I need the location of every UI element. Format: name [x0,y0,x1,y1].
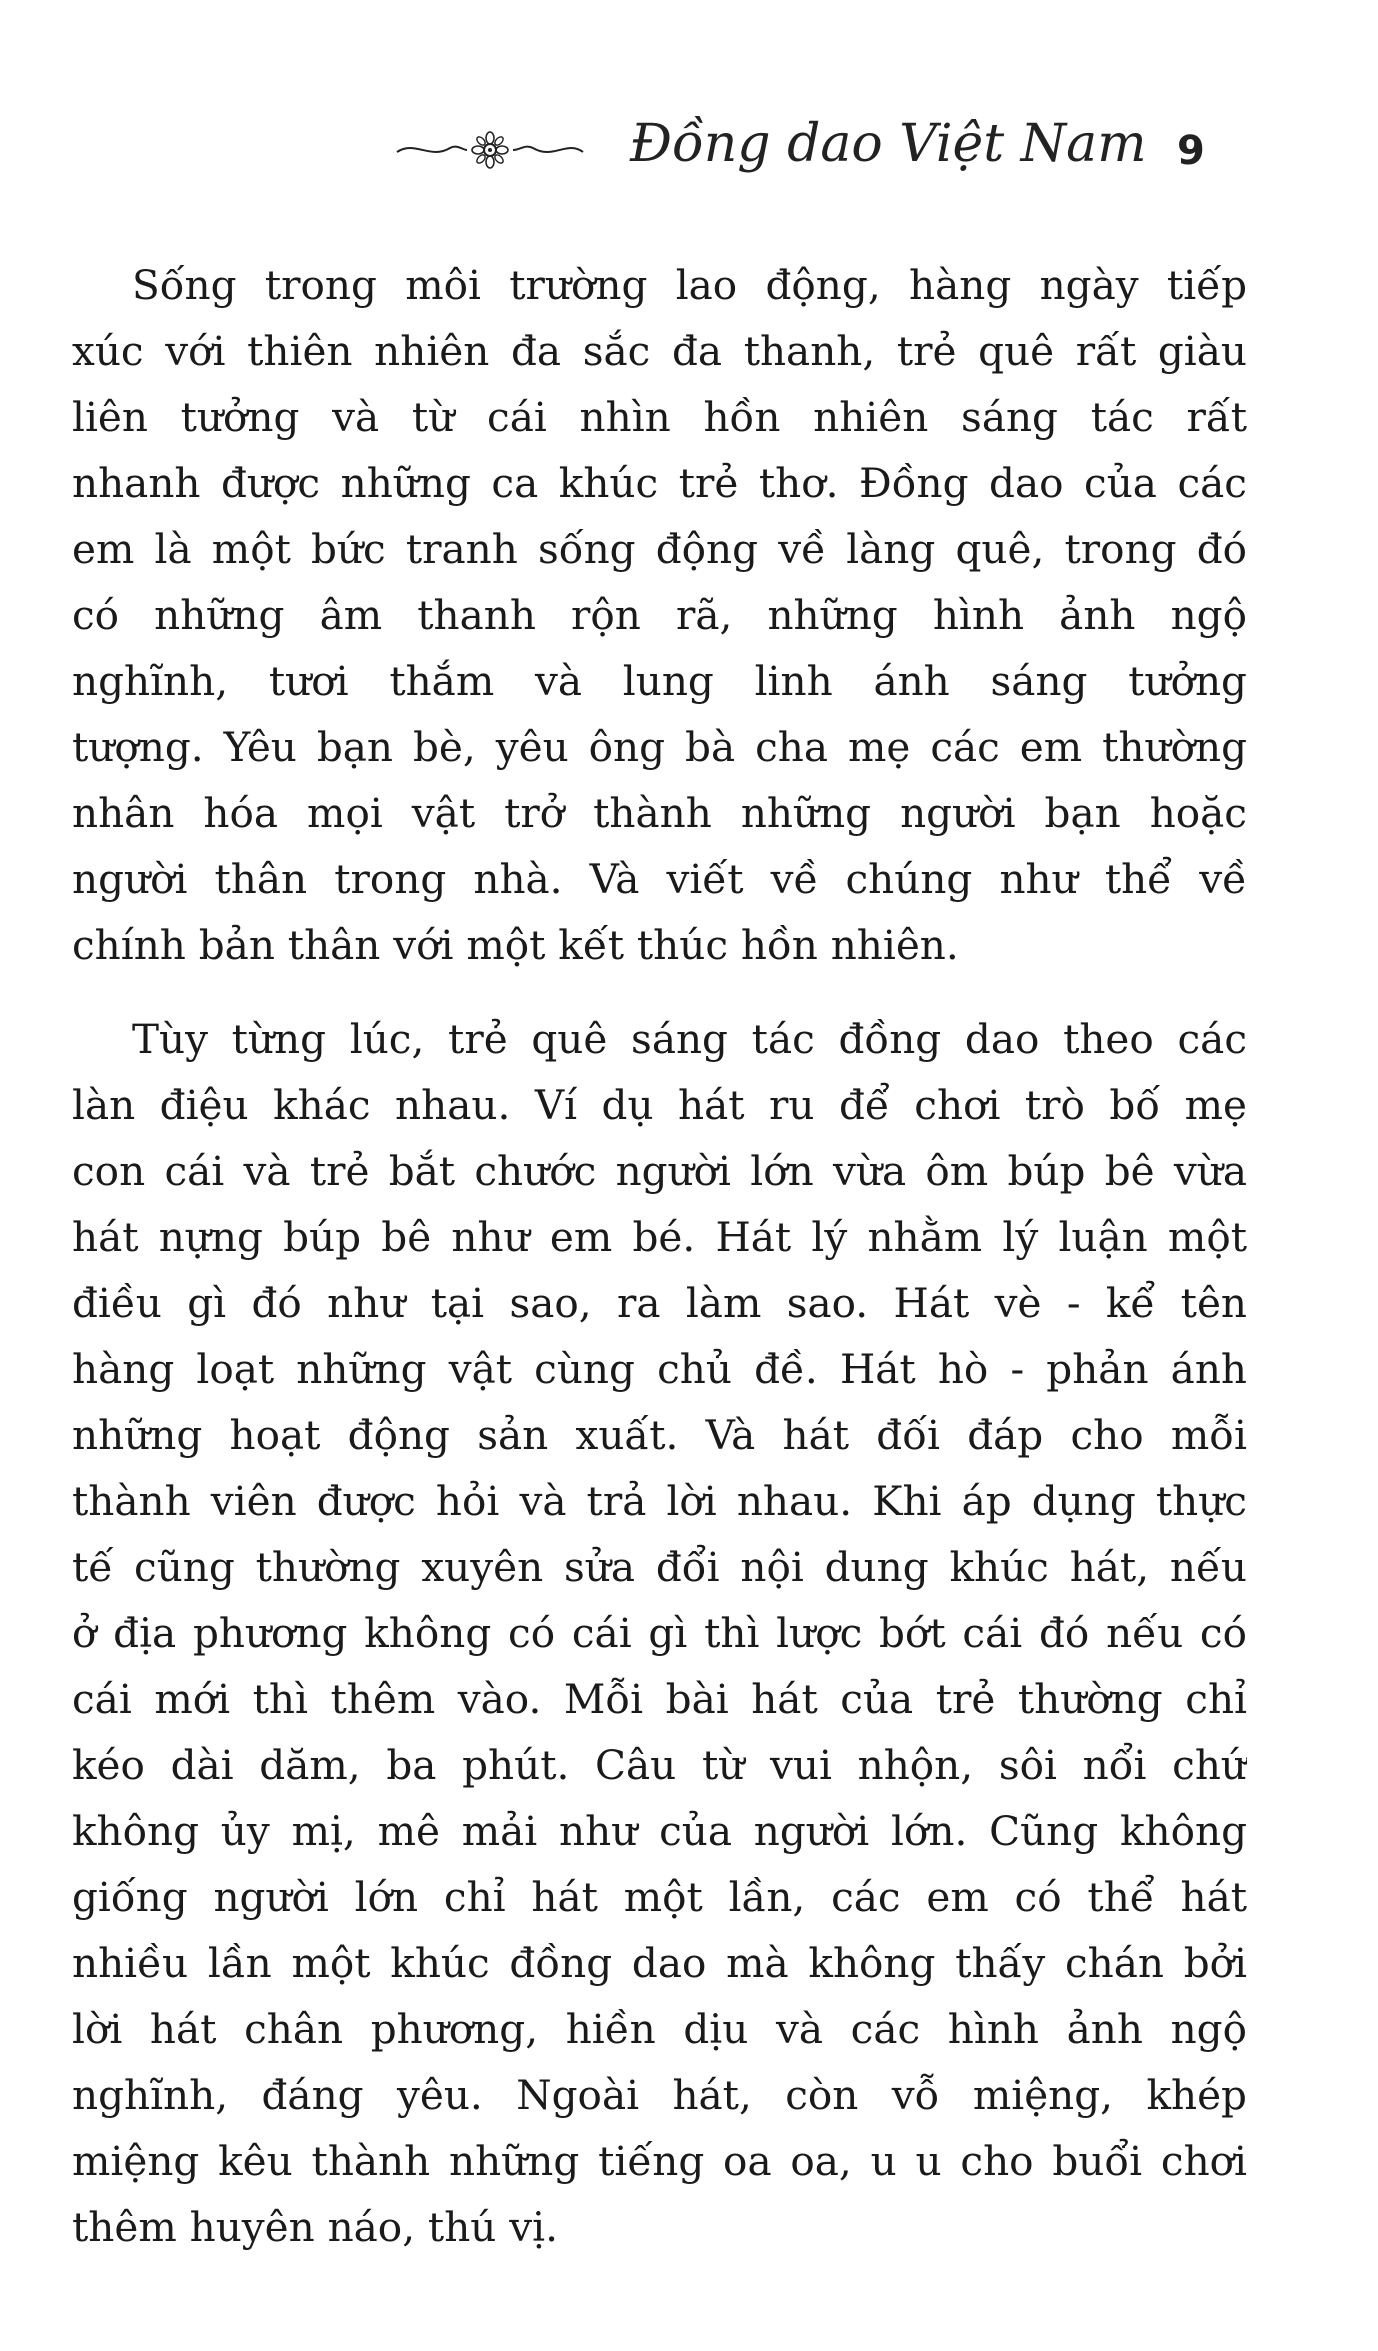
text-line: thành viên được hỏi và trả lời nhau. Khi áp dụng thực [72,1477,1247,1525]
text-line: tượng. Yêu bạn bè, yêu ông bà cha mẹ các em thường [72,723,1247,771]
text-line: liên tưởng và từ cái nhìn hồn nhiên sáng tác rất [72,393,1247,441]
body-text [0,252,1378,2260]
text-line: lời hát chân phương, hiền dịu và các hình ảnh ngộ [72,2005,1247,2053]
text-line: miệng kêu thành những tiếng oa oa, u u cho buổi chơi [72,2137,1247,2185]
text-line: kéo dài dăm, ba phút. Câu từ vui nhộn, sôi nổi chứ [72,1741,1247,1789]
text-line: nghĩnh, đáng yêu. Ngoài hát, còn vỗ miệng, khép [72,2071,1247,2119]
text-line: điều gì đó như tại sao, ra làm sao. Hát vè - kể tên [72,1279,1247,1327]
page-header [395,110,1215,200]
paragraph [0,252,1378,978]
text-line: con cái và trẻ bắt chước người lớn vừa ôm búp bê vừa [72,1147,1247,1195]
text-line: hàng loạt những vật cùng chủ đề. Hát hò - phản ánh [72,1345,1247,1393]
text-line: có những âm thanh rộn rã, những hình ảnh ngộ [72,591,1247,639]
text-line: giống người lớn chỉ hát một lần, các em có thể hát [72,1873,1247,1921]
floral-ornament-icon [395,130,585,170]
text-line: tế cũng thường xuyên sửa đổi nội dung khúc hát, nếu [72,1543,1247,1591]
text-line: những hoạt động sản xuất. Và hát đối đáp cho mỗi [72,1411,1247,1459]
text-line: hát nựng búp bê như em bé. Hát lý nhằm lý luận một [72,1213,1247,1261]
text-line: nhanh được những ca khúc trẻ thơ. Đồng dao của các [72,459,1247,507]
text-line: không ủy mị, mê mải như của người lớn. Cũng không [72,1807,1247,1855]
text-line: chính bản thân với một kết thúc hồn nhiên. [72,921,959,969]
text-line: nghĩnh, tươi thắm và lung linh ánh sáng tưởng [72,657,1247,705]
page-number: 9 [1177,128,1205,174]
text-line: em là một bức tranh sống động về làng quê, trong đó [72,525,1247,573]
text-line: Tùy từng lúc, trẻ quê sáng tác đồng dao theo các [132,1015,1247,1063]
text-line: Sống trong môi trường lao động, hàng ngày tiếp [132,261,1247,309]
text-line: ở địa phương không có cái gì thì lược bớt cái đó nếu có [72,1609,1247,1657]
text-line: thêm huyên náo, thú vị. [72,2203,558,2251]
text-line: làn điệu khác nhau. Ví dụ hát ru để chơi trò bố mẹ [72,1081,1247,1129]
text-line: người thân trong nhà. Và viết về chúng như thể về [72,855,1247,903]
text-line: cái mới thì thêm vào. Mỗi bài hát của trẻ thường chỉ [72,1675,1247,1723]
text-line: nhiều lần một khúc đồng dao mà không thấy chán bởi [72,1939,1247,1987]
text-line: nhân hóa mọi vật trở thành những người bạn hoặc [72,789,1247,837]
text-line: xúc với thiên nhiên đa sắc đa thanh, trẻ quê rất giàu [72,327,1247,375]
running-title: Đồng dao Việt Nam [630,114,1147,174]
paragraph [0,1006,1378,2260]
